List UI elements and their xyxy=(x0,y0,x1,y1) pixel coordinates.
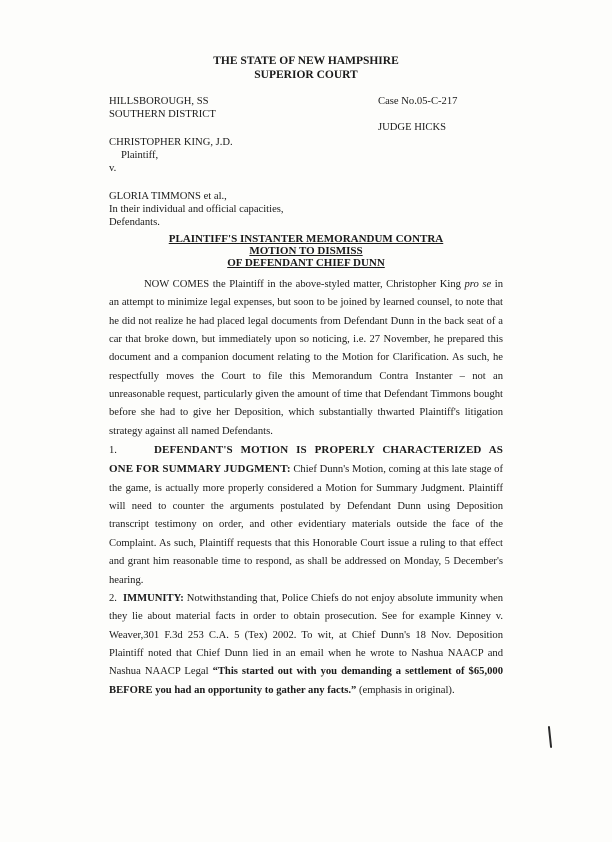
section-2-heading: IMMUNITY: xyxy=(123,592,184,604)
section-1-number: 1. xyxy=(109,445,117,457)
defendant-capacity: In their individual and official capacities, xyxy=(109,204,284,215)
section-2-tail: (emphasis in original). xyxy=(356,684,455,696)
judge-name: JUDGE HICKS xyxy=(378,122,446,133)
intro-text-1: NOW COMES the Plaintiff in the above-styled matter, Christopher King xyxy=(144,279,465,290)
defendant-role: Defendants. xyxy=(109,217,160,228)
defendant-name: GLORIA TIMMONS et al., xyxy=(109,191,227,202)
intro-text-2: in an attempt to minimize legal expenses, but soon to be joined by learned counsel, to note that he did not realize he had placed legal documents from Defendant Dunn in the back seat of a car that broke down, but immediately upon so noticing, i.e. 27 November, he prepared this document and a companion document relating to the Motion for Clarification. As such, he respectfully moves the Court to file this Memorandum Contra Instanter – not an unreasonable request, particularly given the amount of time that Defendant Timmons bought before she had to give her Deposition, which substantially thwarted Plaintiff's litigation strategy against all named Defendants. xyxy=(109,279,504,437)
section-2-quote: “This started out with you demanding a settlement of $65,000 BEFORE you had an opportunity to gather any facts.” xyxy=(109,666,503,696)
section-1-heading-b: FOR SUMMARY JUDGMENT: xyxy=(135,463,291,476)
section-1-heading-a: DEFENDANT'S MOTION IS PROPERLY CHARACTERIZED AS ONE xyxy=(109,444,503,476)
title-line-3: OF DEFENDANT CHIEF DUNN xyxy=(227,257,385,269)
plaintiff-name: CHRISTOPHER KING, J.D. xyxy=(109,137,233,148)
section-1-text: Chief Dunn's Motion, coming at this late stage of the game, is actually more properly considered a Motion for Summary Judgment. Plaintiff will need to counter the arguments postulated by Defendant Dunn using Deposition transcript testimony on order, and other evidentiary materials outside the face of the Complaint. As such, Plaintiff requests that this Honorable Court issue a ruling to that effect and grant him reasonable time to respond, as shall be addressed on Monday, 5 December's hearing. xyxy=(109,464,503,586)
section-1-paragraph xyxy=(109,441,503,590)
court-state-line: THE STATE OF NEW HAMPSHIRE xyxy=(213,55,399,67)
case-caption-parties xyxy=(109,95,284,229)
county-line: HILLSBOROUGH, SS xyxy=(109,96,209,107)
title-line-1: PLAINTIFF'S INSTANTER MEMORANDUM CONTRA xyxy=(168,233,444,245)
court-name-line: SUPERIOR COURT xyxy=(254,68,358,81)
versus-label: v. xyxy=(109,163,117,174)
case-number: Case No.05-C-217 xyxy=(378,96,458,107)
pen-mark xyxy=(548,726,552,748)
court-heading xyxy=(0,55,612,82)
memorandum-body xyxy=(109,276,503,700)
intro-paragraph xyxy=(109,276,503,441)
case-caption-details xyxy=(378,95,457,134)
title-line-2: MOTION TO DISMISS xyxy=(249,245,363,257)
pro-se-term: pro se xyxy=(464,279,492,290)
document-title xyxy=(0,233,612,269)
plaintiff-role: Plaintiff, xyxy=(121,150,159,161)
section-2-text: Notwithstanding that, Police Chiefs do not enjoy absolute immunity when they lie about material facts in order to obtain prosecution. See for example Kinney v. Weaver,301 F.3d 253 C.A. 5 (Tex) 2002. To wit, at Chief Dunn's 18 Nov. Deposition Plaintiff noted that Chief Dunn lied in an email when he wrote to Nashua NAACP and Nashua NAACP Legal xyxy=(109,592,503,678)
section-2-paragraph xyxy=(109,590,503,700)
section-2-number: 2. xyxy=(109,592,117,604)
district-line: SOUTHERN DISTRICT xyxy=(109,109,216,120)
